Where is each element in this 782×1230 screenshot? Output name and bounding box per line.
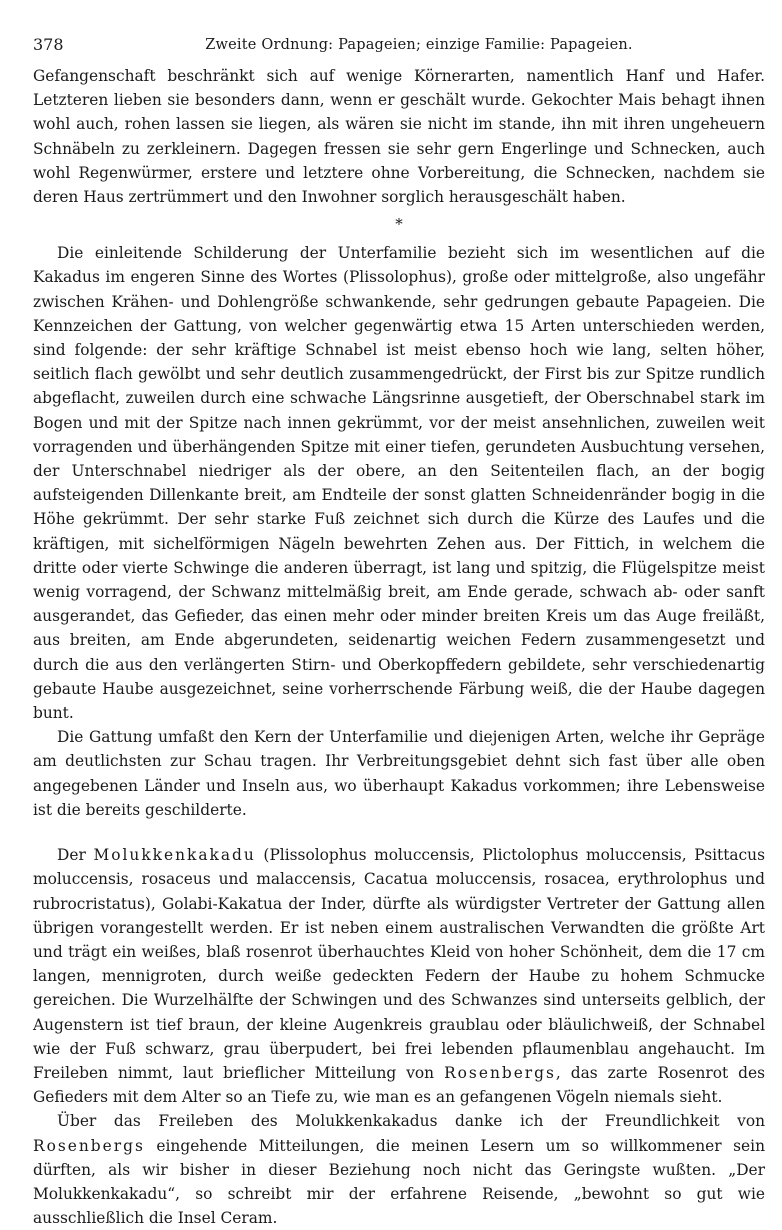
species-text-2: , das zarte Rosenrot des Gefieders mit dem Alter so an Tiefe zu, wie man es an gefangenen Vögeln niemals sieht. [33,1063,765,1107]
freileben-text-1: Über das Freileben des Molukkenkakadus danke ich der Freundlichkeit von [57,1112,765,1131]
paragraph-gap [33,822,765,843]
paragraph-captivity-diet: Gefangenschaft beschränkt sich auf wenige Körnerarten, namentlich Hanf und Hafer. Letzteren lieben sie besonders dann, wenn er geschält wurde. Gekochter Mais behagt ihnen wohl auch, rohen lassen sie liegen, als wären sie nicht im stande, ihn mit ihren ungeheuern Schnäbeln zu zerkleinern. Dagegen fressen sie sehr gern Engerlinge und Schnecken, auch wohl Regenwürmer, erstere und letztere ohne Vorbereitung, die Schnecken, nachdem sie deren Haus zertrümmert und den Inwohner sorglich herausgeschält haben. [33,67,765,207]
running-title: Zweite Ordnung: Papageien; einzige Familie: Papageien. [205,37,633,53]
species-article: Der [57,846,94,865]
section-separator: * [395,215,403,234]
paragraph-genus-description: Die einleitende Schilderung der Unterfamilie bezieht sich im wesentlichen auf die Kakadus im engeren Sinne des Wortes (Plissolophus), große oder mittelgroße, also ungefähr zwischen Krähen- und Dohlengröße schwankende, sehr gedrungen gebaute Papageien. Die Kennzeichen der Gattung, von welcher gegenwärtig etwa 15 Arten unterschieden werden, sind folgende: der sehr kräftige Schnabel ist meist ebenso hoch wie lang, selten höher, seitlich flach gewölbt und sehr deutlich zusammengedrückt, der First bis zur Spitze rundlich abgeflacht, zuweilen durch eine schwache Längsrinne ausgetieft, der Oberschnabel stark im Bogen und mit der Spitze nach innen gekrümmt, vor der meist ansehnlichen, zuweilen weit vorragenden und überhängenden Spitze mit einer tiefen, gerundeten Ausbuchtung versehen, der Unterschnabel niedriger als der obere, an den Seitenteilen flach, an der bogig aufsteigenden Dillenkante breit, am Endteile der sonst glatten Schneidenränder bogig in die Höhe gekrümmt. Der sehr starke Fuß zeichnet sich durch die Kürze des Laufes und die kräftigen, mit sichelförmigen Nägeln bewehrten Zehen aus. Der Fittich, in welchem die dritte oder vierte Schwinge die anderen überragt, ist lang und spitzig, die Flügelspitze meist wenig vorragend, der Schwanz mittelmäßig breit, am Ende gerade, schwach ab- oder sanft ausgerandet, das Gefieder, das einen mehr oder minder breiten Kreis um das Auge freiläßt, aus breiten, am Ende abgerundeten, seidenartig weichen Federn zusammengesetzt und durch die aus den verlängerten Stirn- und Oberkopffedern gebildete, sehr verschiedenartig gebaute Haube ausgezeichnet, seine vorherrschende Färbung weiß, die der Haube dagegen bunt. [33,244,765,723]
species-synonyms: (Plissolophus moluccensis, Plictolophus moluccensis, Psittacus moluccensis, rosaceus und malaccensis, Cacatua moluccensis, rosacea, erythrolophus und rubrocristatus), [33,846,765,913]
paragraph-molukkenkakadu [33,843,765,1109]
author-name-2: Rosenbergs [33,1136,145,1155]
page-number: 378 [33,35,64,54]
species-name: Molukkenkakadu [93,846,256,865]
paragraph-genus-range: Die Gattung umfaßt den Kern der Unterfamilie und diejenigen Arten, welche ihr Gepräge am deutlichsten zur Schau tragen. Ihr Verbreitungsgebiet dehnt sich fast über alle oben angegebenen Länder und Inseln aus, wo überhaupt Kakadus vorkommen; ihre Lebensweise ist die bereits geschilderte. [33,728,765,819]
book-page [33,30,765,1230]
species-text-1: der Inder, dürfte als würdigster Vertreter der Gattung allen übrigen vorangestellt werden. Er ist neben einem australischen Verwandten die größte Art und trägt ein weißes, blaß rosenrot überhauchtes Kleid von hoher Schönheit, dem die 17 cm langen, mennigroten, durch weiße gedeckten Federn der Haube zu hohem Schmucke gereichen. Die Wurzelhälfte der Schwingen und des Schwanzes sind unterseits gelblich, der Augenstern ist tief braun, der kleine Augenkreis graublau oder bläulichweiß, der Schnabel wie der Fuß schwarz, grau überpudert, bei frei lebenden pflaumenblau angehaucht. Im Freileben nimmt, laut brieflicher Mitteilung von [33,894,765,1082]
running-head [33,30,765,60]
body-text [33,64,765,1230]
paragraph-freileben [33,1109,765,1230]
author-name: Rosenbergs [444,1063,556,1082]
freileben-text-2: eingehende Mitteilungen, die meinen Lesern um so willkommener sein dürften, als wir bisher in dieser Beziehung noch nicht das Geringste wußten. „Der Molukkenkakadu“, so schreibt mir der erfahrene Reisende, „bewohnt so gut wie ausschließlich die Insel Ceram. [33,1136,765,1228]
native-name: Golabi-Kakatua [162,894,283,913]
